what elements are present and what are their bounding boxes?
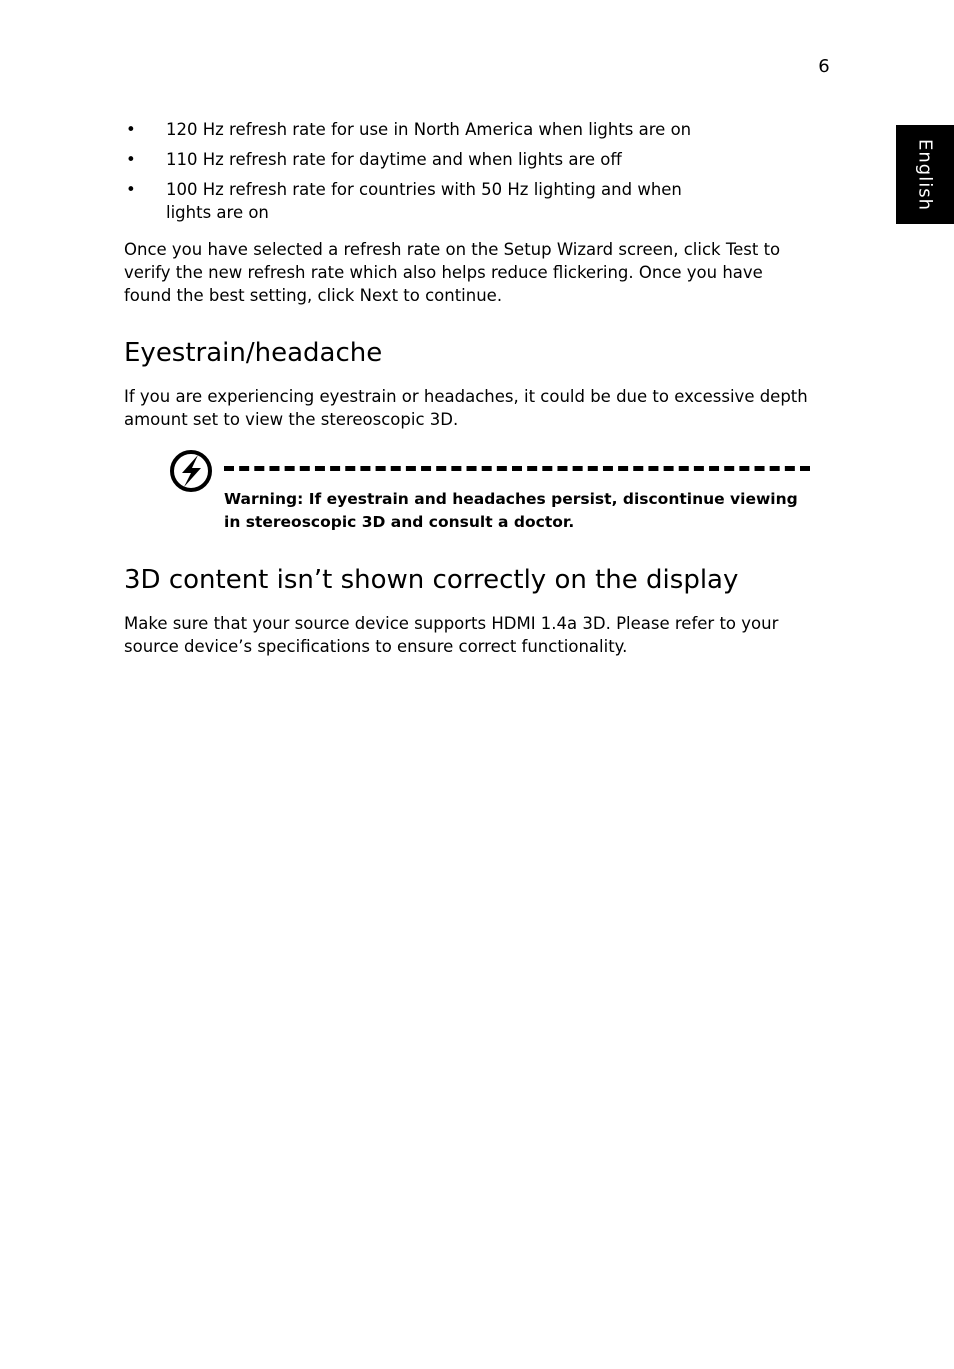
- list-item-text: 110 Hz refresh rate for daytime and when lights are off: [166, 150, 622, 169]
- list-item-text: 120 Hz refresh rate for use in North America when lights are on: [166, 120, 692, 139]
- eyestrain-paragraph: If you are experiencing eyestrain or headaches, it could be due to excessive depth amount set to view the stereoscopic 3D.: [124, 387, 808, 429]
- warning-text: Warning: If eyestrain and headaches persist, discontinue viewing in stereoscopic 3D and consult a doctor.: [224, 490, 798, 531]
- refresh-rate-list: [124, 118, 814, 231]
- display-issue-paragraph: Make sure that your source device supports HDMI 1.4a 3D. Please refer to your source device’s specifications to ensure correct functionality.: [124, 614, 779, 656]
- list-item: [124, 178, 706, 224]
- page-number: 6: [818, 56, 830, 77]
- bullet-icon: •: [126, 120, 136, 139]
- eyestrain-heading: Eyestrain/headache: [124, 338, 383, 368]
- display-issue-heading: 3D content isn’t shown correctly on the display: [124, 565, 739, 595]
- list-item: [124, 118, 814, 141]
- list-item: [124, 148, 814, 171]
- warning-lightning-icon: [168, 448, 214, 494]
- bullet-icon: •: [126, 180, 136, 199]
- language-tab-label: English: [914, 139, 936, 211]
- warning-divider: [224, 466, 810, 471]
- list-item-text: 100 Hz refresh rate for countries with 50 Hz lighting and when lights are on: [166, 180, 682, 222]
- refresh-rate-paragraph: Once you have selected a refresh rate on the Setup Wizard screen, click Test to verify the new refresh rate which also helps reduce flickering. Once you have found the best setting, click Next to continue.: [124, 240, 781, 305]
- bullet-icon: •: [126, 150, 136, 169]
- language-tab: [896, 125, 954, 224]
